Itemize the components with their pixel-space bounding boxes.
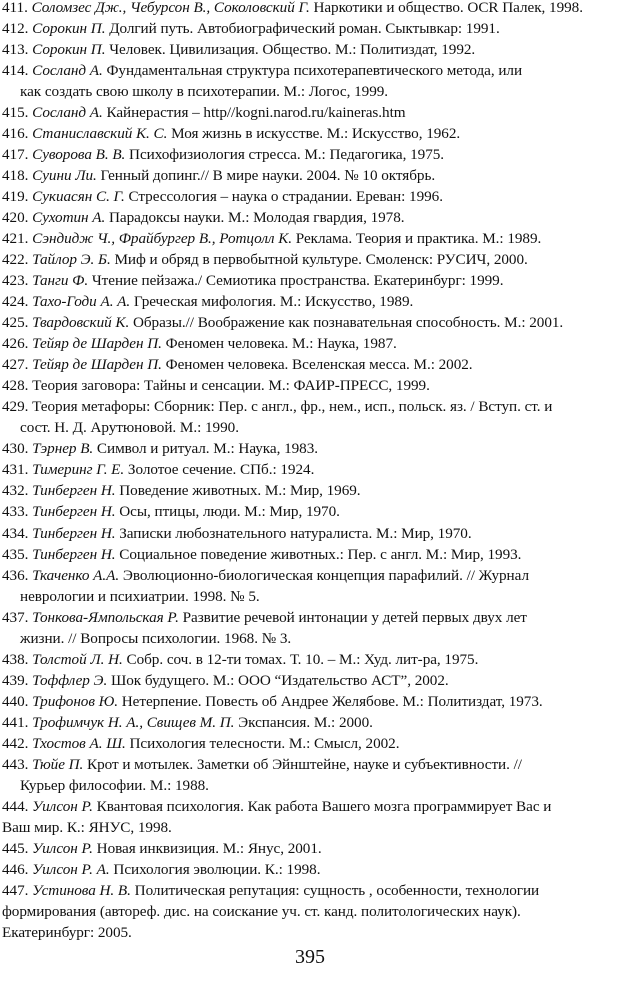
reference-continuation: [20, 775, 209, 797]
reference-entry: [2, 60, 522, 82]
reference-entry: [2, 712, 373, 734]
reference-entry: [2, 480, 361, 502]
reference-number: 425.: [2, 314, 29, 332]
reference-entry: [2, 144, 444, 166]
reference-text: Долгий путь. Автобиографический роман. Сыктывкар: 1991.: [105, 20, 500, 38]
reference-entry: [2, 312, 563, 334]
reference-text: как создать свою школу в психотерапии. М.: Логос, 1999.: [20, 83, 389, 101]
reference-number: 412.: [2, 20, 29, 38]
reference-text: Чтение пейзажа./ Семиотика пространства. Екатеринбург: 1999.: [88, 272, 504, 290]
reference-text: Психофизиология стресса. М.: Педагогика, 1975.: [125, 146, 445, 164]
reference-continuation: [20, 417, 239, 439]
reference-number: 424.: [2, 293, 29, 311]
reference-author: Тхостов А. Ш.: [32, 734, 126, 752]
reference-number: 421.: [2, 230, 29, 248]
reference-text: Психология телесности. М.: Смысл, 2002.: [125, 734, 400, 752]
reference-continuation: [2, 922, 132, 944]
reference-entry: [2, 523, 472, 545]
reference-text: Греческая мифология. М.: Искусство, 1989.: [130, 293, 414, 311]
reference-author: Сукиасян С. Г.: [32, 188, 125, 206]
reference-author: Сухотин А.: [32, 209, 106, 227]
reference-entry: [2, 649, 478, 671]
reference-number: 419.: [2, 188, 29, 206]
reference-author: Суворова В. В.: [32, 146, 126, 164]
reference-text: Екатеринбург: 2005.: [2, 923, 132, 941]
reference-entry: [2, 733, 399, 755]
reference-number: 434.: [2, 524, 29, 542]
reference-number: 422.: [2, 251, 29, 269]
reference-author: Тахо-Годи А. А.: [32, 293, 131, 311]
reference-text: Человек. Цивилизация. Общество. М.: Политиздат, 1992.: [105, 41, 476, 59]
reference-number: 431.: [2, 461, 29, 479]
reference-number: 429.: [2, 398, 29, 416]
reference-number: 440.: [2, 692, 29, 710]
reference-author: Тинберген Н.: [32, 524, 116, 542]
reference-text: сост. Н. Д. Арутюновой. М.: 1990.: [20, 419, 239, 437]
reference-entry: [2, 291, 413, 313]
reference-entry: [2, 18, 500, 40]
reference-number: 432.: [2, 482, 29, 500]
reference-number: 411.: [2, 0, 28, 16]
reference-author: Тимеринг Г. Е.: [32, 461, 125, 479]
reference-author: Устинова Н. В.: [32, 881, 131, 899]
reference-number: 428.: [2, 377, 29, 395]
reference-text: Теория метафоры: Сборник: Пер. с англ., фр., нем., исп., польск. яз. / Вступ. ст. и: [32, 398, 553, 416]
reference-text: Психология эволюции. К.: 1998.: [109, 860, 321, 878]
reference-number: 443.: [2, 755, 29, 773]
reference-text: Эволюционно-биологическая концепция парафилий. // Журнал: [119, 566, 529, 584]
reference-entry: [2, 796, 551, 818]
reference-entry: [2, 754, 522, 776]
reference-text: Социальное поведение животных.: Пер. с англ. М.: Мир, 1993.: [115, 545, 522, 563]
reference-number: 427.: [2, 356, 29, 374]
reference-text: Феномен человека. М.: Наука, 1987.: [161, 335, 397, 353]
reference-text: Поведение животных. М.: Мир, 1969.: [115, 482, 361, 500]
reference-entry: [2, 375, 430, 397]
reference-author: Уилсон Р. А.: [32, 860, 110, 878]
reference-author: Уилсон Р.: [32, 797, 93, 815]
reference-author: Танги Ф.: [32, 272, 89, 290]
reference-entry: [2, 565, 529, 587]
reference-number: 423.: [2, 272, 29, 290]
reference-entry: [2, 186, 443, 208]
reference-entry: [2, 880, 539, 902]
reference-text: Экспансия. М.: 2000.: [234, 713, 373, 731]
reference-author: Сосланд А.: [32, 104, 103, 122]
reference-text: формирования (автореф. дис. на соискание уч. ст. канд. политологических наук).: [2, 902, 521, 920]
reference-text: Собр. соч. в 12-ти томах. Т. 10. – М.: Худ. лит-ра, 1975.: [122, 650, 479, 668]
reference-text: Генный допинг.// В мире науки. 2004. № 10 октябрь.: [96, 167, 436, 185]
reference-number: 445.: [2, 839, 29, 857]
reference-author: Тэрнер В.: [32, 440, 94, 458]
reference-entry: [2, 670, 449, 692]
reference-author: Сорокин П.: [32, 20, 106, 38]
reference-entry: [2, 123, 460, 145]
reference-continuation: [2, 901, 521, 923]
reference-text: Золотое сечение. СПб.: 1924.: [124, 461, 315, 479]
reference-author: Твардовский К.: [32, 314, 130, 332]
reference-entry: [2, 544, 521, 566]
reference-entry: [2, 0, 583, 19]
reference-text: Образы.// Воображение как познавательная способность. М.: 2001.: [129, 314, 564, 332]
reference-number: 414.: [2, 62, 29, 80]
reference-entry: [2, 501, 340, 523]
reference-text: Крот и мотылек. Заметки об Эйнштейне, науке и субъективности. //: [83, 755, 522, 773]
reference-text: Записки любознательного натуралиста. М.: Мир, 1970.: [115, 524, 472, 542]
reference-text: Моя жизнь в искусстве. М.: Искусство, 1962.: [167, 125, 461, 143]
page-number: 395: [295, 946, 325, 968]
reference-entry: [2, 691, 543, 713]
reference-author: Станиславский К. С.: [32, 125, 168, 143]
reference-entry: [2, 228, 541, 250]
reference-text: неврологии и психиатрии. 1998. № 5.: [20, 587, 260, 605]
reference-number: 444.: [2, 797, 29, 815]
reference-entry: [2, 354, 473, 376]
reference-entry: [2, 207, 405, 229]
reference-continuation: [20, 586, 260, 608]
reference-number: 413.: [2, 41, 29, 59]
reference-text: Новая инквизиция. М.: Янус, 2001.: [92, 839, 322, 857]
reference-entry: [2, 607, 527, 629]
reference-author: Сорокин П.: [32, 41, 106, 59]
reference-author: Уилсон Р.: [32, 839, 93, 857]
reference-number: 436.: [2, 566, 29, 584]
reference-author: Тайлор Э. Б.: [32, 251, 111, 269]
reference-number: 446.: [2, 860, 29, 878]
reference-text: Наркотики и общество. OCR Палек, 1998.: [309, 0, 583, 16]
reference-number: 430.: [2, 440, 29, 458]
reference-number: 418.: [2, 167, 29, 185]
reference-author: Толстой Л. Н.: [32, 650, 123, 668]
reference-text: Курьер философии. М.: 1988.: [20, 776, 209, 794]
reference-continuation: [20, 81, 388, 103]
reference-continuation: [20, 628, 291, 650]
reference-author: Трифонов Ю.: [32, 692, 119, 710]
reference-number: 426.: [2, 335, 29, 353]
reference-text: Шок будущего. М.: ООО “Издательство АСТ”, 2002.: [107, 671, 449, 689]
reference-number: 416.: [2, 125, 29, 143]
reference-text: Развитие речевой интонации у детей первых двух лет: [178, 608, 527, 626]
reference-entry: [2, 333, 397, 355]
reference-author: Тинберген Н.: [32, 545, 116, 563]
reference-author: Тюйе П.: [32, 755, 84, 773]
reference-text: Теория заговора: Тайны и сенсации. М.: ФАИР-ПРЕСС, 1999.: [32, 377, 430, 395]
reference-entry: [2, 859, 320, 881]
reference-entry: [2, 396, 552, 418]
reference-entry: [2, 249, 528, 271]
reference-text: жизни. // Вопросы психологии. 1968. № 3.: [20, 629, 292, 647]
reference-text: Кайнерастия – http//kogni.narod.ru/kaineras.htm: [102, 104, 406, 122]
reference-entry: [2, 459, 314, 481]
reference-continuation: [2, 817, 172, 839]
reference-author: Сэндидж Ч., Фрайбургер В., Ротцолл К.: [32, 230, 292, 248]
reference-number: 442.: [2, 734, 29, 752]
reference-text: Стрессология – наука о страдании. Ереван: 1996.: [124, 188, 443, 206]
reference-text: Фундаментальная структура психотерапевтического метода, или: [102, 62, 523, 80]
reference-number: 437.: [2, 608, 29, 626]
reference-author: Тейяр де Шарден П.: [32, 335, 162, 353]
reference-number: 420.: [2, 209, 29, 227]
reference-text: Реклама. Теория и практика. М.: 1989.: [292, 230, 542, 248]
reference-number: 435.: [2, 545, 29, 563]
reference-number: 439.: [2, 671, 29, 689]
reference-number: 433.: [2, 503, 29, 521]
reference-text: Нетерпение. Повесть об Андрее Желябове. М.: Политиздат, 1973.: [118, 692, 543, 710]
reference-text: Парадоксы науки. М.: Молодая гвардия, 1978.: [105, 209, 405, 227]
reference-text: Квантовая психология. Как работа Вашего мозга программирует Вас и: [92, 797, 552, 815]
reference-author: Тейяр де Шарден П.: [32, 356, 162, 374]
reference-entry: [2, 838, 322, 860]
reference-entry: [2, 438, 318, 460]
reference-author: Трофимчук Н. А., Свищев М. П.: [32, 713, 235, 731]
reference-entry: [2, 39, 475, 61]
reference-text: Миф и обряд в первобытной культуре. Смоленск: РУСИЧ, 2000.: [110, 251, 528, 269]
reference-author: Тонкова-Ямпольская Р.: [32, 608, 179, 626]
reference-author: Тинберген Н.: [32, 482, 116, 500]
reference-text: Политическая репутация: сущность , особенности, технологии: [130, 881, 540, 899]
reference-number: 438.: [2, 650, 29, 668]
reference-entry: [2, 165, 435, 187]
reference-text: Ваш мир. К.: ЯНУС, 1998.: [2, 818, 172, 836]
reference-author: Тоффлер Э.: [32, 671, 108, 689]
reference-entry: [2, 102, 406, 124]
reference-text: Феномен человека. Вселенская месса. М.: 2002.: [161, 356, 473, 374]
reference-number: 415.: [2, 104, 29, 122]
reference-number: 441.: [2, 713, 29, 731]
reference-author: Суини Ли.: [32, 167, 97, 185]
reference-text: Осы, птицы, люди. М.: Мир, 1970.: [115, 503, 340, 521]
reference-author: Сосланд А.: [32, 62, 103, 80]
reference-number: 447.: [2, 881, 29, 899]
reference-author: Ткаченко А.А.: [32, 566, 120, 584]
reference-entry: [2, 270, 503, 292]
reference-author: Тинберген Н.: [32, 503, 116, 521]
reference-number: 417.: [2, 146, 29, 164]
reference-author: Соломзес Дж., Чебурсон В., Соколовский Г.: [31, 0, 310, 16]
reference-text: Символ и ритуал. М.: Наука, 1983.: [93, 440, 319, 458]
